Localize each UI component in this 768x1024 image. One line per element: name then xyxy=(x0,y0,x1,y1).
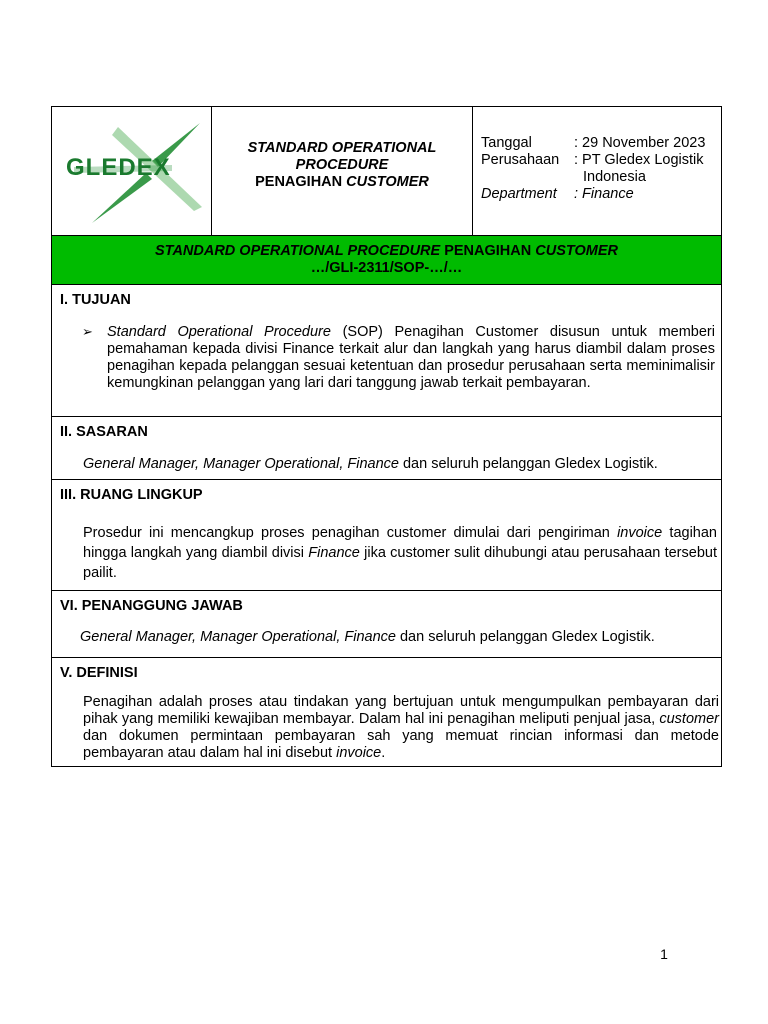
section-heading: II. SASARAN xyxy=(60,424,148,440)
banner-code: …/GLI-2311/SOP-…/… xyxy=(310,260,463,276)
sop-banner xyxy=(52,236,721,285)
info-department: Department : Finance xyxy=(481,186,634,202)
document-title xyxy=(212,107,473,235)
arrow-bullet-icon: ➢ xyxy=(82,324,93,339)
section-text: Penagihan adalah proses atau tindakan yang bertujuan untuk mengumpulkan pembayaran dari pihak yang memiliki kewajiban membayar. Dalam hal ini penagihan meliputi penjual jasa, customer dan dokumen permintaan pembayaran sah yang memuat rincian informasi dan metode pembayaran atau dalam hal ini disebut invoice. xyxy=(83,694,719,761)
section-tujuan xyxy=(52,285,721,417)
document-header xyxy=(52,107,721,236)
banner-title: STANDARD OPERATIONAL PROCEDURE PENAGIHAN CUSTOMER xyxy=(155,243,618,259)
company-logo xyxy=(52,107,212,235)
title-line-3: PENAGIHAN CUSTOMER xyxy=(255,173,429,190)
svg-text:GLEDEX: GLEDEX xyxy=(66,154,171,181)
section-heading: I. TUJUAN xyxy=(60,292,131,308)
section-penanggung-jawab xyxy=(52,591,721,658)
title-line-2: PROCEDURE xyxy=(295,156,389,173)
section-heading: V. DEFINISI xyxy=(60,665,138,681)
info-date: Tanggal : 29 November 2023 xyxy=(481,135,706,151)
section-heading: III. RUANG LINGKUP xyxy=(60,487,203,503)
page-number: 1 xyxy=(660,946,668,962)
title-line-1: STANDARD OPERATIONAL xyxy=(247,139,437,156)
gledex-logo-icon xyxy=(52,107,212,235)
document-info xyxy=(473,107,721,235)
info-company: Perusahaan : PT Gledex Logistik Indonesia xyxy=(481,152,704,185)
section-ruang-lingkup xyxy=(52,480,721,591)
section-heading: VI. PENANGGUNG JAWAB xyxy=(60,598,243,614)
section-sasaran xyxy=(52,417,721,480)
section-text: Prosedur ini mencangkup proses penagihan customer dimulai dari pengiriman invoice tagihan hingga langkah yang diambil divisi Finance jika customer sulit dihubungi atau perusahaan tersebut pailit. xyxy=(83,525,717,581)
sop-document xyxy=(51,106,722,767)
section-text: Standard Operational Procedure (SOP) Penagihan Customer disusun untuk memberi pemahaman kepada divisi Finance terkait alur dan langkah yang harus diambil dalam proses penagihan kepada pelanggan sesuai ketentuan dan prosedur perusahaan serta meminimalisir kemungkinan pelanggan yang lari dari tanggung jawab terkait pembayaran. xyxy=(107,324,715,391)
section-definisi xyxy=(52,658,721,766)
section-text: General Manager, Manager Operational, Finance dan seluruh pelanggan Gledex Logistik. xyxy=(83,456,658,472)
section-text: General Manager, Manager Operational, Finance dan seluruh pelanggan Gledex Logistik. xyxy=(80,629,655,645)
